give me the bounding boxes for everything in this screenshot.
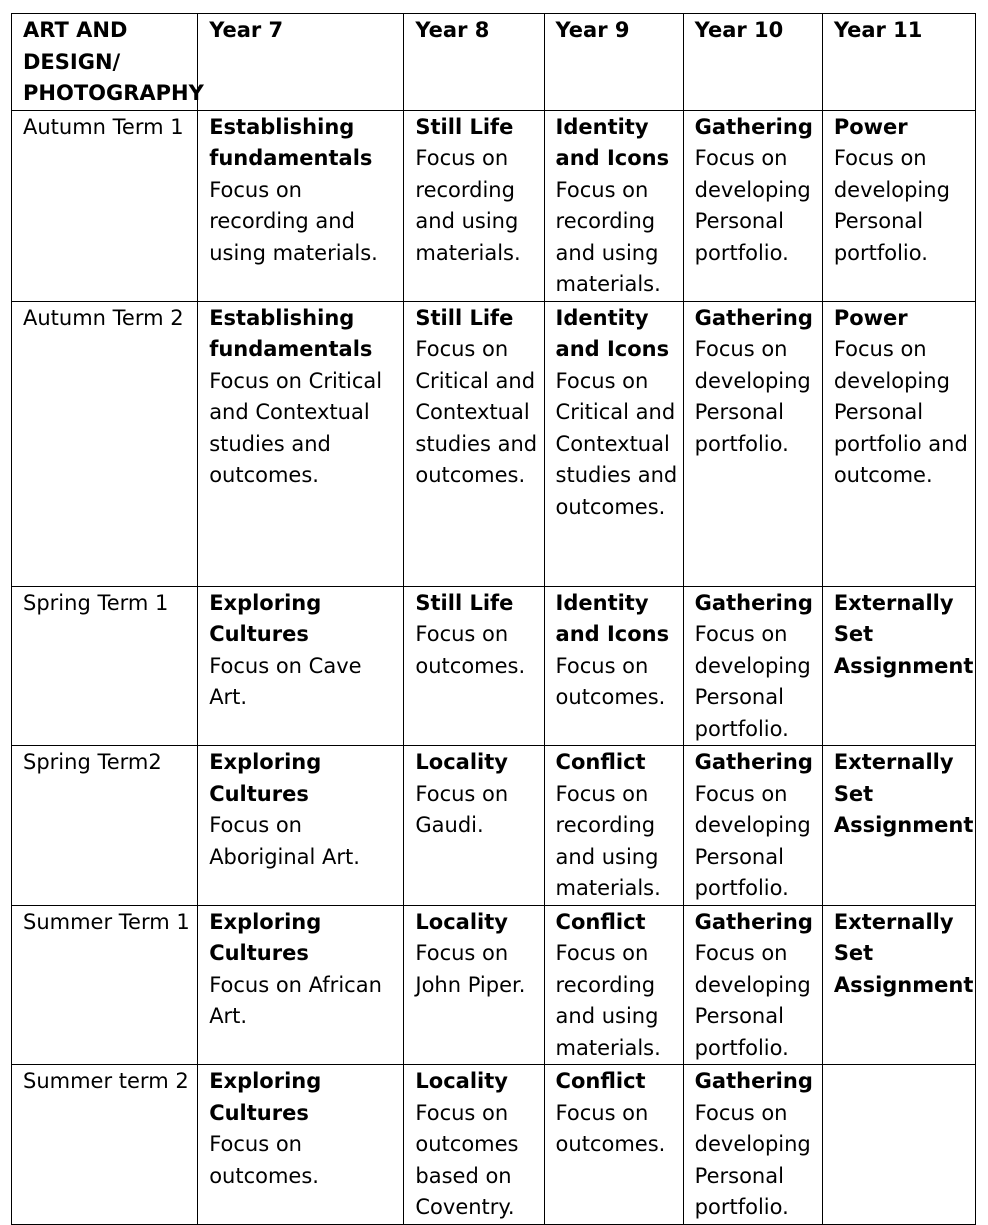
unit-desc: Focus on developing Personal portfolio.: [833, 146, 950, 265]
term-cell: [12, 110, 198, 301]
subject-header: ART AND DESIGN/ PHOTOGRAPHY: [12, 14, 198, 111]
unit-cell: [683, 746, 822, 906]
year-header: Year 7: [198, 14, 404, 111]
unit-cell: [683, 905, 822, 1065]
year-header: Year 10: [683, 14, 822, 111]
term-label: Summer term 2: [23, 1069, 189, 1093]
unit-title: Identity and Icons: [555, 114, 670, 170]
unit-cell: [404, 905, 544, 1065]
term-cell: [12, 1065, 198, 1225]
unit-title: Still Life: [415, 305, 514, 330]
table-row: [12, 905, 976, 1065]
year-header: Year 11: [822, 14, 975, 111]
unit-cell: [822, 746, 975, 906]
unit-desc: Focus on recording and using materials.: [415, 146, 521, 265]
unit-title: Identity and Icons: [555, 305, 670, 361]
term-cell: [12, 905, 198, 1065]
unit-title: Exploring Cultures: [209, 750, 322, 806]
unit-desc: Focus on Cave Art.: [209, 653, 362, 709]
unit-title: Exploring Cultures: [209, 590, 322, 646]
unit-cell: [404, 746, 544, 906]
table-row: [12, 301, 976, 586]
unit-desc: Focus on developing Personal portfolio.: [694, 146, 811, 265]
unit-title: Power: [833, 114, 908, 139]
term-label: Summer Term 1: [23, 909, 190, 934]
unit-desc: Focus on recording and using materials.: [555, 941, 661, 1060]
unit-desc: Focus on developing Personal portfolio and outcome.: [833, 337, 968, 487]
unit-desc: Focus on outcomes.: [555, 1100, 666, 1156]
unit-title: Establishing fundamentals: [209, 114, 373, 170]
unit-title: Externally Set Assignment: [833, 590, 974, 678]
table-row: [12, 1065, 976, 1225]
unit-cell: [544, 905, 683, 1065]
unit-cell: [822, 586, 975, 746]
unit-cell: [544, 110, 683, 301]
unit-desc: Focus on developing Personal portfolio.: [694, 622, 811, 741]
unit-title: Externally Set Assignment: [833, 750, 974, 837]
unit-title: Gathering: [694, 909, 813, 934]
unit-cell: [404, 110, 544, 301]
unit-desc: Focus on outcomes.: [209, 1132, 319, 1188]
term-label: Spring Term 1: [23, 590, 169, 615]
unit-title: Gathering: [694, 305, 813, 330]
unit-title: Still Life: [415, 590, 514, 615]
unit-cell: [822, 110, 975, 301]
term-cell: [12, 746, 198, 906]
unit-title: Establishing fundamentals: [209, 305, 373, 361]
unit-cell: [822, 905, 975, 1065]
unit-title: Conflict: [555, 909, 646, 934]
unit-cell: [822, 1065, 975, 1225]
unit-cell: [544, 746, 683, 906]
unit-desc: Focus on Critical and Contextual studies and outcomes.: [415, 337, 538, 487]
unit-title: Gathering: [694, 1069, 813, 1093]
unit-cell: [198, 301, 404, 586]
unit-title: Still Life: [415, 114, 514, 139]
unit-desc: Focus on recording and using materials.: [555, 781, 661, 900]
unit-title: Conflict: [555, 750, 646, 774]
unit-title: Exploring Cultures: [209, 1069, 322, 1125]
unit-title: Conflict: [555, 1069, 646, 1093]
unit-desc: Focus on recording and using materials.: [555, 177, 661, 296]
unit-cell: [198, 746, 404, 906]
unit-cell: [198, 586, 404, 746]
unit-title: Locality: [415, 909, 508, 934]
unit-desc: Focus on Critical and Contextual studies and outcomes.: [209, 368, 383, 487]
year-header: Year 8: [404, 14, 544, 111]
unit-cell: [683, 586, 822, 746]
year-header: Year 9: [544, 14, 683, 111]
unit-title: Gathering: [694, 114, 813, 139]
unit-title: Identity and Icons: [555, 590, 670, 646]
unit-cell: [683, 110, 822, 301]
unit-title: Locality: [415, 750, 508, 774]
term-label: Autumn Term 2: [23, 305, 184, 330]
unit-cell: [544, 586, 683, 746]
curriculum-table: [11, 13, 976, 1225]
unit-desc: Focus on Aboriginal Art.: [209, 813, 360, 869]
unit-cell: [683, 301, 822, 586]
unit-desc: Focus on developing Personal portfolio.: [694, 941, 811, 1060]
unit-desc: Focus on outcomes based on Coventry.: [415, 1100, 519, 1219]
unit-desc: Focus on recording and using materials.: [209, 177, 378, 265]
unit-title: Power: [833, 305, 908, 330]
unit-desc: Focus on Gaudi.: [415, 781, 509, 837]
unit-title: Externally Set Assignment: [833, 909, 974, 997]
unit-title: Exploring Cultures: [209, 909, 322, 965]
unit-desc: Focus on John Piper.: [415, 941, 526, 997]
unit-desc: Focus on African Art.: [209, 972, 382, 1028]
unit-desc: Focus on developing Personal portfolio.: [694, 337, 811, 456]
term-label: Spring Term2: [23, 750, 162, 774]
table-row: [12, 586, 976, 746]
unit-cell: [404, 301, 544, 586]
unit-cell: [683, 1065, 822, 1225]
unit-cell: [198, 905, 404, 1065]
unit-desc: Focus on Critical and Contextual studies and outcomes.: [555, 368, 678, 519]
term-cell: [12, 586, 198, 746]
unit-desc: Focus on developing Personal portfolio.: [694, 781, 811, 900]
table-row: [12, 746, 976, 906]
unit-cell: [404, 1065, 544, 1225]
table-row: [12, 110, 976, 301]
header-row: [12, 14, 976, 111]
unit-cell: [198, 110, 404, 301]
term-label: Autumn Term 1: [23, 114, 184, 139]
term-cell: [12, 301, 198, 586]
unit-title: Gathering: [694, 590, 813, 615]
unit-cell: [544, 301, 683, 586]
unit-title: Locality: [415, 1069, 508, 1093]
unit-desc: Focus on developing Personal portfolio.: [694, 1100, 811, 1219]
unit-cell: [198, 1065, 404, 1225]
unit-cell: [822, 301, 975, 586]
unit-desc: Focus on outcomes.: [555, 653, 666, 709]
unit-title: Gathering: [694, 750, 813, 774]
unit-desc: Focus on outcomes.: [415, 622, 526, 678]
unit-cell: [404, 586, 544, 746]
unit-cell: [544, 1065, 683, 1225]
